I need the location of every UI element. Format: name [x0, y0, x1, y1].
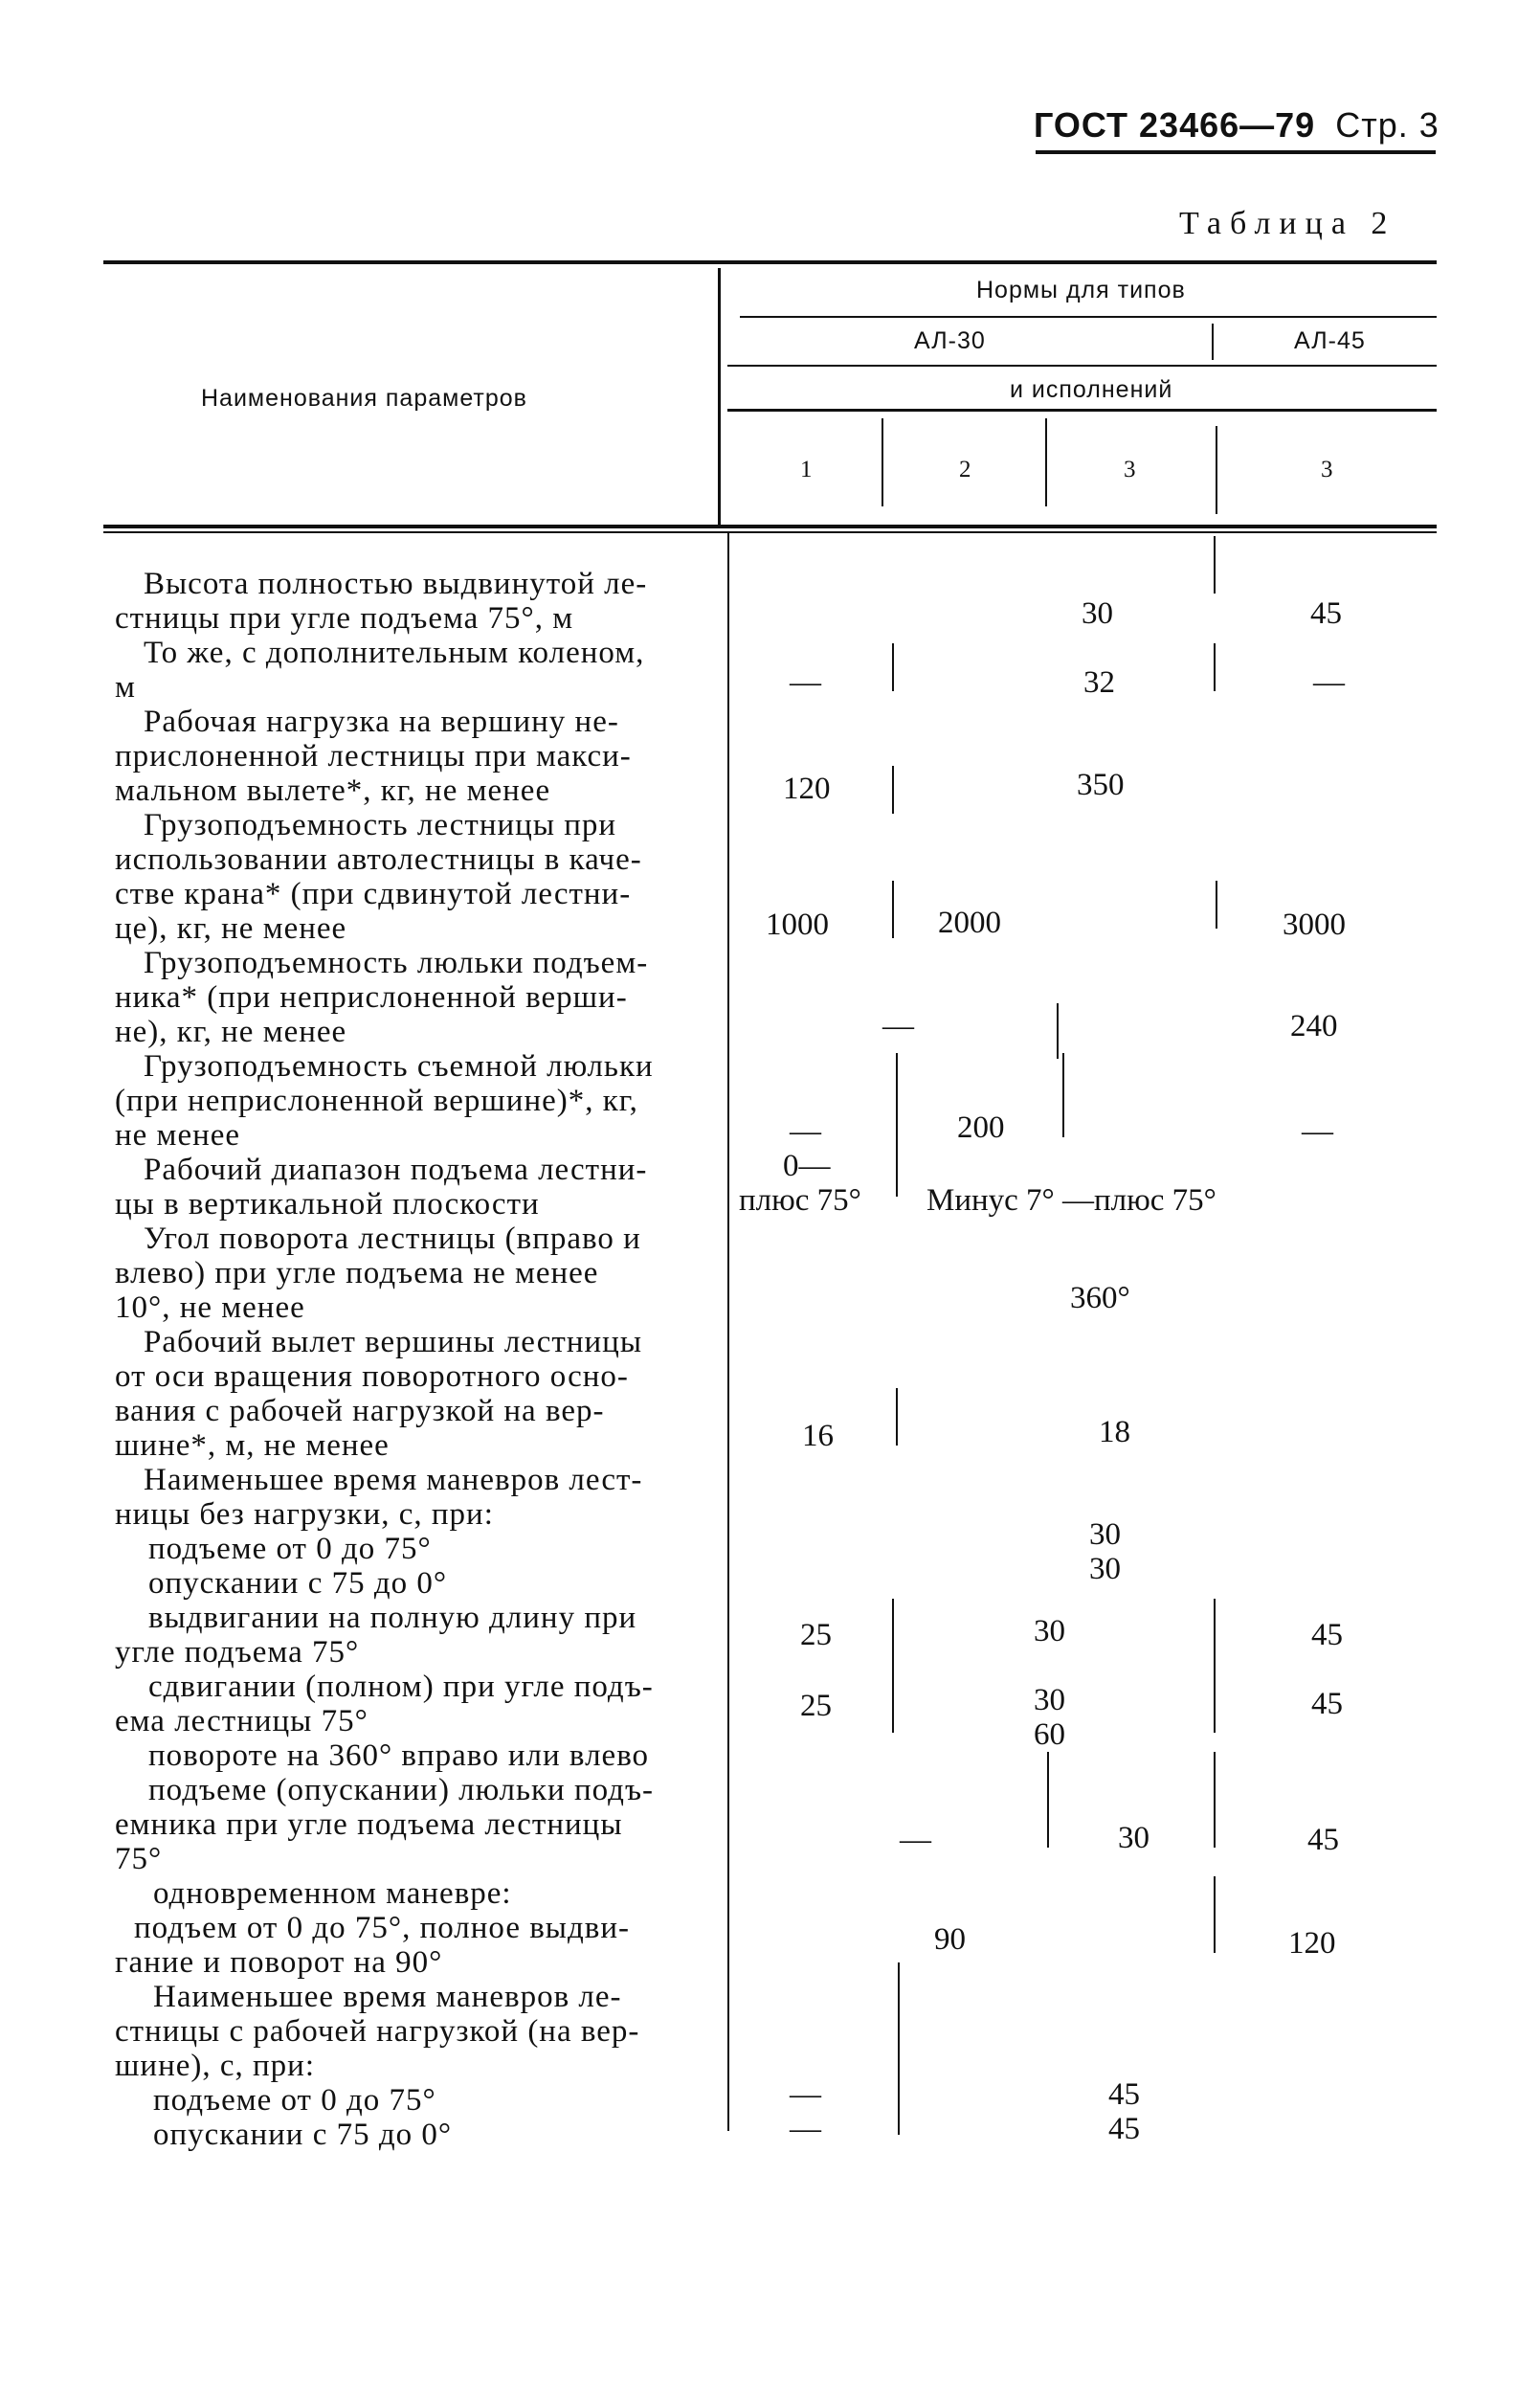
value-cell: 45	[1311, 1687, 1343, 1721]
norms-header: Нормы для типов	[976, 277, 1186, 303]
value-cell: 25	[800, 1618, 832, 1652]
param-line: Наименьшее время маневров ле-	[153, 1980, 622, 2014]
param-line: ницы без нагрузки, с, при:	[115, 1497, 494, 1532]
table-head-bottom-rule-2	[103, 531, 1437, 533]
value-cell: 45	[1307, 1823, 1339, 1857]
col-num-3: 3	[1124, 457, 1136, 482]
param-line: угле подъема 75°	[115, 1635, 360, 1670]
param-line: Наименьшее время маневров лест-	[144, 1463, 643, 1497]
head-rule-types	[727, 365, 1437, 367]
value-cell: 30	[1089, 1552, 1121, 1586]
value-cell: 16	[802, 1419, 834, 1453]
param-line: подъеме (опускании) люльки подъ-	[148, 1773, 654, 1807]
param-line: опускании с 75 до 0°	[153, 2118, 453, 2152]
param-line: Рабочий вылет вершины лестницы	[144, 1325, 642, 1359]
param-line: цы в вертикальной плоскости	[115, 1187, 540, 1222]
table-caption: Таблица 2	[1179, 206, 1396, 241]
param-col-divider	[718, 268, 721, 525]
col-divider-2	[1045, 418, 1047, 506]
param-line: Высота полностью выдвинутой ле-	[144, 567, 648, 601]
param-line: це), кг, не менее	[115, 911, 347, 946]
param-line: использовании автолестницы в каче-	[115, 842, 642, 877]
param-line: выдвигании на полную длину при	[148, 1601, 637, 1635]
param-line: подъеме от 0 до 75°	[153, 2083, 436, 2118]
param-line: влево) при угле подъема не менее	[115, 1256, 599, 1290]
sep	[892, 643, 894, 691]
header-rule	[1036, 150, 1436, 154]
col-num-2: 2	[959, 457, 971, 482]
value-cell: плюс 75°	[739, 1183, 861, 1218]
sep	[1214, 1752, 1216, 1848]
value-cell: 60	[1034, 1717, 1065, 1752]
param-line: от оси вращения поворотного осно-	[115, 1359, 629, 1394]
param-line: Грузоподъемность лестницы при	[144, 808, 617, 842]
versions-header: и исполнений	[1010, 376, 1173, 403]
col-divider-3	[1216, 426, 1217, 514]
value-cell: 200	[957, 1110, 1005, 1145]
col-num-3b: 3	[1321, 457, 1333, 482]
value-cell: 350	[1077, 768, 1125, 802]
col-divider-1	[882, 418, 883, 506]
value-cell: —	[1313, 665, 1345, 700]
value-cell: 18	[1099, 1415, 1130, 1449]
doc-header	[1034, 105, 1440, 146]
value-cell: 25	[800, 1689, 832, 1723]
value-cell: 45	[1311, 1618, 1343, 1652]
param-column-header: Наименования параметров	[201, 385, 527, 412]
value-cell: 0—	[783, 1149, 831, 1183]
col-num-1: 1	[800, 457, 813, 482]
sep	[1062, 1053, 1064, 1137]
type-al30: АЛ-30	[914, 327, 986, 354]
param-line: Угол поворота лестницы (вправо и	[144, 1222, 641, 1256]
param-line: вания с рабочей нагрузкой на вер-	[115, 1394, 605, 1428]
value-cell: 30	[1082, 596, 1113, 631]
table-top-rule	[103, 260, 1437, 264]
param-line: гание и поворот на 90°	[115, 1945, 443, 1980]
sep	[1214, 1599, 1216, 1675]
sep	[1047, 1752, 1049, 1848]
param-line: ника* (при неприслоненной верши-	[115, 980, 628, 1015]
param-line: не менее	[115, 1118, 241, 1153]
value-cell: 30	[1118, 1821, 1149, 1855]
value-cell: —	[790, 665, 821, 700]
value-cell: —	[900, 1823, 931, 1857]
param-line: шине), с, при:	[115, 2049, 316, 2083]
value-cell: 2000	[938, 906, 1001, 940]
param-line: прислоненной лестницы при макси-	[115, 739, 632, 774]
body-divider	[727, 532, 729, 2131]
param-line: стницы с рабочей нагрузкой (на вер-	[115, 2014, 640, 2049]
value-cell: 360°	[1070, 1281, 1130, 1315]
doc-number: ГОСТ 23466—79	[1034, 105, 1316, 145]
value-cell: —	[790, 1114, 821, 1149]
head-rule-norms	[740, 316, 1437, 318]
param-line: То же, с дополнительным коленом,	[144, 636, 645, 670]
param-line: ема лестницы 75°	[115, 1704, 368, 1738]
sep	[1214, 1876, 1216, 1953]
param-line: одновременном маневре:	[153, 1876, 512, 1911]
sep	[898, 1962, 900, 2135]
value-cell: 120	[1288, 1926, 1336, 1961]
value-cell: 120	[783, 772, 831, 806]
param-line: 75°	[115, 1842, 163, 1876]
value-cell: 32	[1083, 665, 1115, 700]
value-cell: —	[790, 2077, 821, 2112]
value-cell: 30	[1089, 1517, 1121, 1552]
value-cell: —	[882, 1009, 914, 1043]
value-cell: —	[1302, 1114, 1333, 1149]
sep	[1216, 881, 1217, 929]
type-divider	[1212, 324, 1214, 360]
table-head-bottom-rule	[103, 525, 1437, 528]
param-line: повороте на 360° вправо или влево	[148, 1738, 650, 1773]
param-line: Грузоподъемность люльки подъем-	[144, 946, 649, 980]
param-line: Грузоподъемность съемной люльки	[144, 1049, 654, 1084]
param-line: сдвигании (полном) при угле подъ-	[148, 1670, 654, 1704]
param-line: Рабочая нагрузка на вершину не-	[144, 705, 619, 739]
sep	[896, 1388, 898, 1446]
param-line: не), кг, не менее	[115, 1015, 347, 1049]
param-line: шине*, м, не менее	[115, 1428, 390, 1463]
value-cell: 30	[1034, 1683, 1065, 1717]
sep	[892, 1666, 894, 1733]
value-cell: 3000	[1283, 908, 1346, 942]
param-line: стве крана* (при сдвинутой лестни-	[115, 877, 632, 911]
sep	[1057, 1003, 1059, 1059]
value-cell: 45	[1310, 596, 1342, 631]
sep	[1214, 536, 1216, 594]
value-cell: 90	[934, 1922, 966, 1957]
param-line: подъеме от 0 до 75°	[148, 1532, 432, 1566]
sep	[892, 766, 894, 814]
value-cell: Минус 7° —плюс 75°	[926, 1183, 1216, 1218]
param-line: м	[115, 670, 136, 705]
head-rule-versions	[727, 409, 1437, 412]
param-line: опускании с 75 до 0°	[148, 1566, 448, 1601]
sep	[896, 1053, 898, 1197]
value-cell: 30	[1034, 1614, 1065, 1648]
sep	[1214, 1666, 1216, 1733]
param-line: Рабочий диапазон подъема лестни-	[144, 1153, 648, 1187]
value-cell: —	[790, 2112, 821, 2146]
param-line: стницы при угле подъема 75°, м	[115, 601, 574, 636]
sep	[892, 881, 894, 938]
value-cell: 1000	[766, 908, 829, 942]
value-cell: 45	[1108, 2077, 1140, 2112]
sep	[1214, 643, 1216, 691]
param-line: емника при угле подъема лестницы	[115, 1807, 623, 1842]
value-cell: 45	[1108, 2112, 1140, 2146]
type-al45: АЛ-45	[1294, 327, 1366, 354]
value-cell: 240	[1290, 1009, 1338, 1043]
param-line: подъем от 0 до 75°, полное выдви-	[134, 1911, 630, 1945]
page-number: Стр. 3	[1335, 105, 1440, 145]
sep	[892, 1599, 894, 1675]
param-line: мальном вылете*, кг, не менее	[115, 774, 551, 808]
param-line: 10°, не менее	[115, 1290, 305, 1325]
param-line: (при неприслоненной вершине)*, кг,	[115, 1084, 638, 1118]
